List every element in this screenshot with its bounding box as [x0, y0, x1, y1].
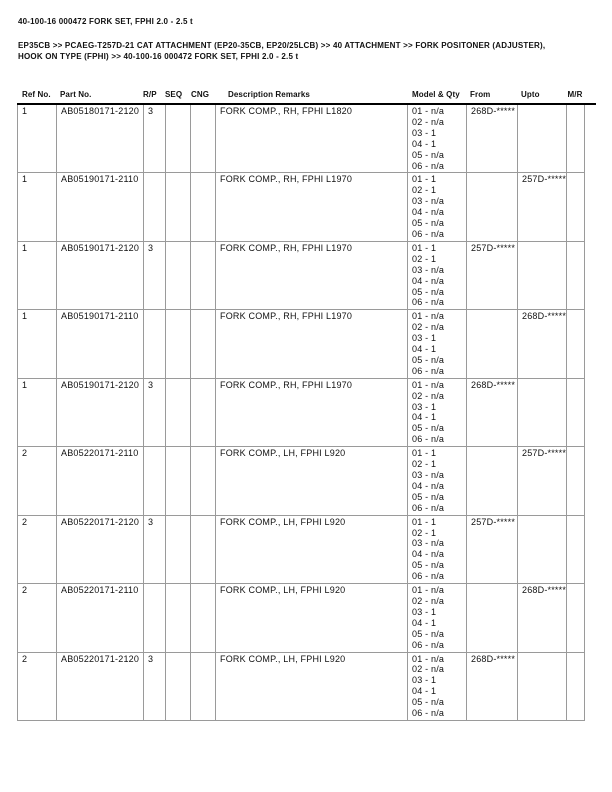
cell-part-no: AB05190171-2110 [57, 173, 144, 241]
cell-upto: 257D-***** [518, 447, 567, 515]
cell-rp [144, 173, 166, 241]
cell-rp: 3 [144, 105, 166, 173]
cell-ref-no: 1 [18, 241, 57, 309]
cell-from [467, 310, 518, 378]
cell-description: FORK COMP., LH, FPHI L920 [216, 584, 408, 652]
cell-upto: 268D-***** [518, 310, 567, 378]
cell-seq [166, 378, 191, 446]
cell-mr [567, 105, 585, 173]
cell-model-qty: 01 - n/a 02 - n/a 03 - 1 04 - 1 05 - n/a 06 - n/a [408, 310, 467, 378]
cell-upto [518, 515, 567, 583]
cell-ref-no: 2 [18, 447, 57, 515]
table-row [18, 173, 585, 241]
breadcrumb-line-1: EP35CB >> PCAEG-T257D-21 CAT ATTACHMENT (EP20-35CB, EP20/25LCB) >> 40 ATTACHMENT >> FORK POSITONER (ADJUSTER), [18, 41, 546, 50]
cell-from: 268D-***** [467, 378, 518, 446]
cell-cng [191, 241, 216, 309]
cell-cng [191, 310, 216, 378]
cell-model-qty: 01 - 1 02 - 1 03 - n/a 04 - n/a 05 - n/a 06 - n/a [408, 241, 467, 309]
parts-table [17, 84, 596, 721]
cell-from: 257D-***** [467, 241, 518, 309]
cell-rp: 3 [144, 652, 166, 720]
column-header-description: Description Remarks [228, 90, 310, 99]
cell-rp: 3 [144, 515, 166, 583]
cell-upto [518, 241, 567, 309]
cell-from: 257D-***** [467, 515, 518, 583]
cell-description: FORK COMP., LH, FPHI L920 [216, 515, 408, 583]
cell-part-no: AB05220171-2110 [57, 447, 144, 515]
table-row [18, 652, 585, 720]
cell-mr [567, 310, 585, 378]
cell-seq [166, 652, 191, 720]
cell-model-qty: 01 - n/a 02 - n/a 03 - 1 04 - 1 05 - n/a 06 - n/a [408, 378, 467, 446]
cell-ref-no: 2 [18, 652, 57, 720]
cell-seq [166, 447, 191, 515]
cell-seq [166, 310, 191, 378]
table-row [18, 310, 585, 378]
cell-seq [166, 584, 191, 652]
cell-rp [144, 310, 166, 378]
cell-mr [567, 241, 585, 309]
cell-ref-no: 1 [18, 173, 57, 241]
cell-from [467, 173, 518, 241]
table-row [18, 515, 585, 583]
cell-from [467, 584, 518, 652]
cell-upto: 268D-***** [518, 584, 567, 652]
cell-rp: 3 [144, 241, 166, 309]
cell-description: FORK COMP., RH, FPHI L1820 [216, 105, 408, 173]
cell-seq [166, 173, 191, 241]
cell-description: FORK COMP., RH, FPHI L1970 [216, 173, 408, 241]
cell-description: FORK COMP., RH, FPHI L1970 [216, 241, 408, 309]
cell-ref-no: 1 [18, 105, 57, 173]
parts-table-body [17, 105, 585, 721]
column-header-part-no: Part No. [60, 90, 92, 99]
cell-model-qty: 01 - 1 02 - 1 03 - n/a 04 - n/a 05 - n/a 06 - n/a [408, 173, 467, 241]
cell-seq [166, 105, 191, 173]
cell-model-qty: 01 - n/a 02 - n/a 03 - 1 04 - 1 05 - n/a 06 - n/a [408, 584, 467, 652]
cell-from: 268D-***** [467, 652, 518, 720]
cell-seq [166, 241, 191, 309]
cell-description: FORK COMP., LH, FPHI L920 [216, 447, 408, 515]
cell-mr [567, 378, 585, 446]
cell-cng [191, 378, 216, 446]
cell-cng [191, 652, 216, 720]
cell-upto [518, 105, 567, 173]
cell-description: FORK COMP., LH, FPHI L920 [216, 652, 408, 720]
cell-model-qty: 01 - 1 02 - 1 03 - n/a 04 - n/a 05 - n/a 06 - n/a [408, 447, 467, 515]
column-header-mr: M/R [567, 90, 583, 99]
cell-cng [191, 515, 216, 583]
cell-rp [144, 584, 166, 652]
cell-upto [518, 652, 567, 720]
cell-ref-no: 2 [18, 584, 57, 652]
table-row [18, 241, 585, 309]
cell-ref-no: 1 [18, 310, 57, 378]
column-header-model-qty: Model & Qty [412, 90, 460, 99]
cell-cng [191, 173, 216, 241]
cell-mr [567, 447, 585, 515]
cell-part-no: AB05220171-2110 [57, 584, 144, 652]
column-header-cng: CNG [191, 90, 210, 99]
cell-part-no: AB05220171-2120 [57, 515, 144, 583]
breadcrumb-line-2: HOOK ON TYPE (FPHI) >> 40-100-16 000472 FORK SET, FPHI 2.0 - 2.5 t [18, 52, 299, 61]
cell-cng [191, 447, 216, 515]
table-row [18, 447, 585, 515]
column-header-from: From [470, 90, 491, 99]
cell-model-qty: 01 - n/a 02 - n/a 03 - 1 04 - 1 05 - n/a 06 - n/a [408, 105, 467, 173]
cell-rp [144, 447, 166, 515]
table-header-row [17, 84, 596, 105]
cell-ref-no: 2 [18, 515, 57, 583]
cell-from [467, 447, 518, 515]
table-row [18, 584, 585, 652]
cell-part-no: AB05190171-2120 [57, 241, 144, 309]
cell-from: 268D-***** [467, 105, 518, 173]
cell-upto: 257D-***** [518, 173, 567, 241]
cell-part-no: AB05180171-2120 [57, 105, 144, 173]
cell-mr [567, 515, 585, 583]
cell-cng [191, 105, 216, 173]
cell-description: FORK COMP., RH, FPHI L1970 [216, 378, 408, 446]
cell-seq [166, 515, 191, 583]
cell-cng [191, 584, 216, 652]
cell-model-qty: 01 - n/a 02 - n/a 03 - 1 04 - 1 05 - n/a 06 - n/a [408, 652, 467, 720]
page-title: 40-100-16 000472 FORK SET, FPHI 2.0 - 2.5 t [18, 17, 193, 26]
cell-mr [567, 584, 585, 652]
column-header-rp: R/P [143, 90, 157, 99]
table-row [18, 105, 585, 173]
cell-mr [567, 173, 585, 241]
cell-description: FORK COMP., RH, FPHI L1970 [216, 310, 408, 378]
column-header-seq: SEQ [165, 90, 183, 99]
column-header-upto: Upto [521, 90, 540, 99]
cell-part-no: AB05190171-2110 [57, 310, 144, 378]
cell-part-no: AB05190171-2120 [57, 378, 144, 446]
cell-part-no: AB05220171-2120 [57, 652, 144, 720]
cell-model-qty: 01 - 1 02 - 1 03 - n/a 04 - n/a 05 - n/a 06 - n/a [408, 515, 467, 583]
cell-ref-no: 1 [18, 378, 57, 446]
cell-upto [518, 378, 567, 446]
cell-rp: 3 [144, 378, 166, 446]
cell-mr [567, 652, 585, 720]
table-row [18, 378, 585, 446]
column-header-ref-no: Ref No. [22, 90, 51, 99]
breadcrumb [18, 40, 602, 62]
